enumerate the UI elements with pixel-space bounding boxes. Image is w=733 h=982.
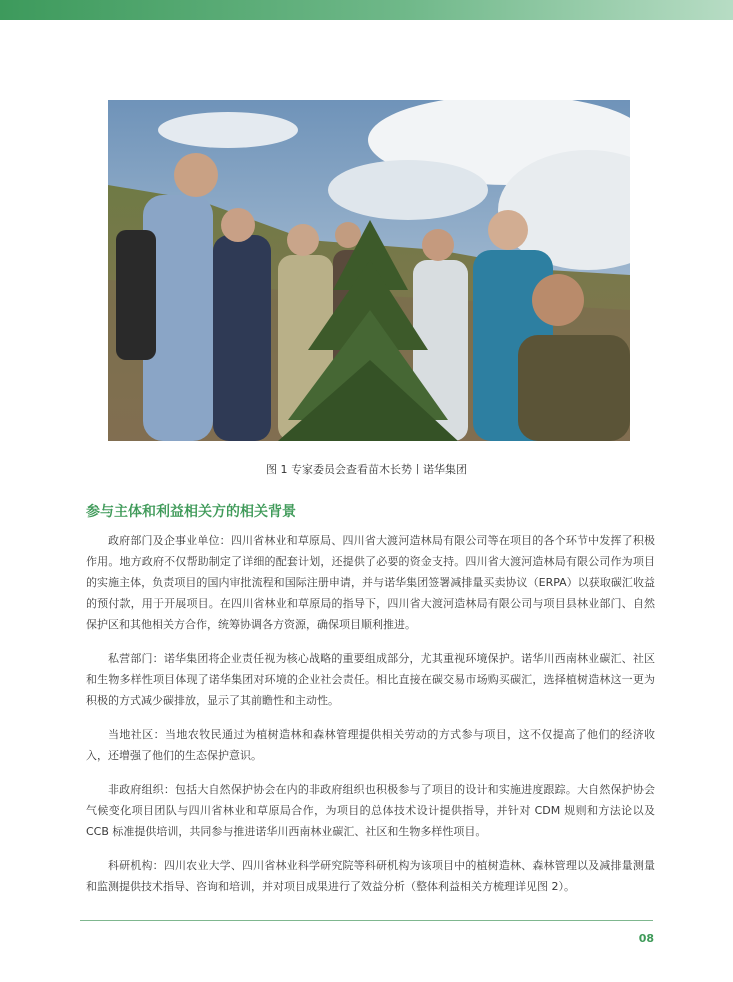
figure-caption: 图 1 专家委员会查看苗木长势丨诺华集团 (266, 463, 467, 476)
paragraph-ngo: 非政府组织：包括大自然保护协会在内的非政府组织也积极参与了项目的设计和实施进度跟踪。大自然保护协会气候变化项目团队与四川省林业和草原局合作，为项目的总体技术设计提供指导，并针对 CDM 规则和方法论以及 CCB 标准提供培训，共同参与推进诺华川西南林业碳汇、社区和生物多样性项目。 (86, 783, 655, 838)
page-number: 08 (638, 932, 654, 945)
paragraph-private-sector: 私营部门：诺华集团将企业责任视为核心战略的重要组成部分，尤其重视环境保护。诺华川西南林业碳汇、社区和生物多样性项目体现了诺华集团对环境的企业社会责任。相比直接在碳交易市场购买碳汇，选择植树造林这一更为积极的方式减少碳排放，显示了其前瞻性和主动性。 (86, 652, 655, 707)
paragraph-research-institutions: 科研机构：四川农业大学、四川省林业科学研究院等科研机构为该项目中的植树造林、森林管理以及减排量测量和监测提供技术指导、咨询和培训，并对项目成果进行了效益分析（整体利益相关方梳理详见图 2）。 (86, 859, 655, 893)
top-header-band (0, 0, 733, 20)
expert-committee-photo (108, 100, 630, 441)
paragraph-government: 政府部门及企事业单位：四川省林业和草原局、四川省大渡河造林局有限公司等在项目的各个环节中发挥了积极作用。地方政府不仅帮助制定了详细的配套计划，还提供了必要的资金支持。四川省大渡河造林局有限公司作为项目的实施主体，负责项目的国内审批流程和国际注册申请，并与诺华集团签署减排量买卖协议（ERPA）以获取碳汇收益的预付款，用于开展项目。在四川省林业和草原局的指导下，四川省大渡河造林局有限公司与项目县林业部门、自然保护区和其他相关方合作，统筹协调各方资源，确保项目顺利推进。 (86, 534, 655, 631)
section-body (86, 530, 655, 910)
footer-divider (80, 920, 653, 921)
section-heading: 参与主体和利益相关方的相关背景 (86, 504, 296, 520)
paragraph-local-community: 当地社区：当地农牧民通过为植树造林和森林管理提供相关劳动的方式参与项目，这不仅提高了他们的经济收入，还增强了他们的生态保护意识。 (86, 728, 655, 762)
